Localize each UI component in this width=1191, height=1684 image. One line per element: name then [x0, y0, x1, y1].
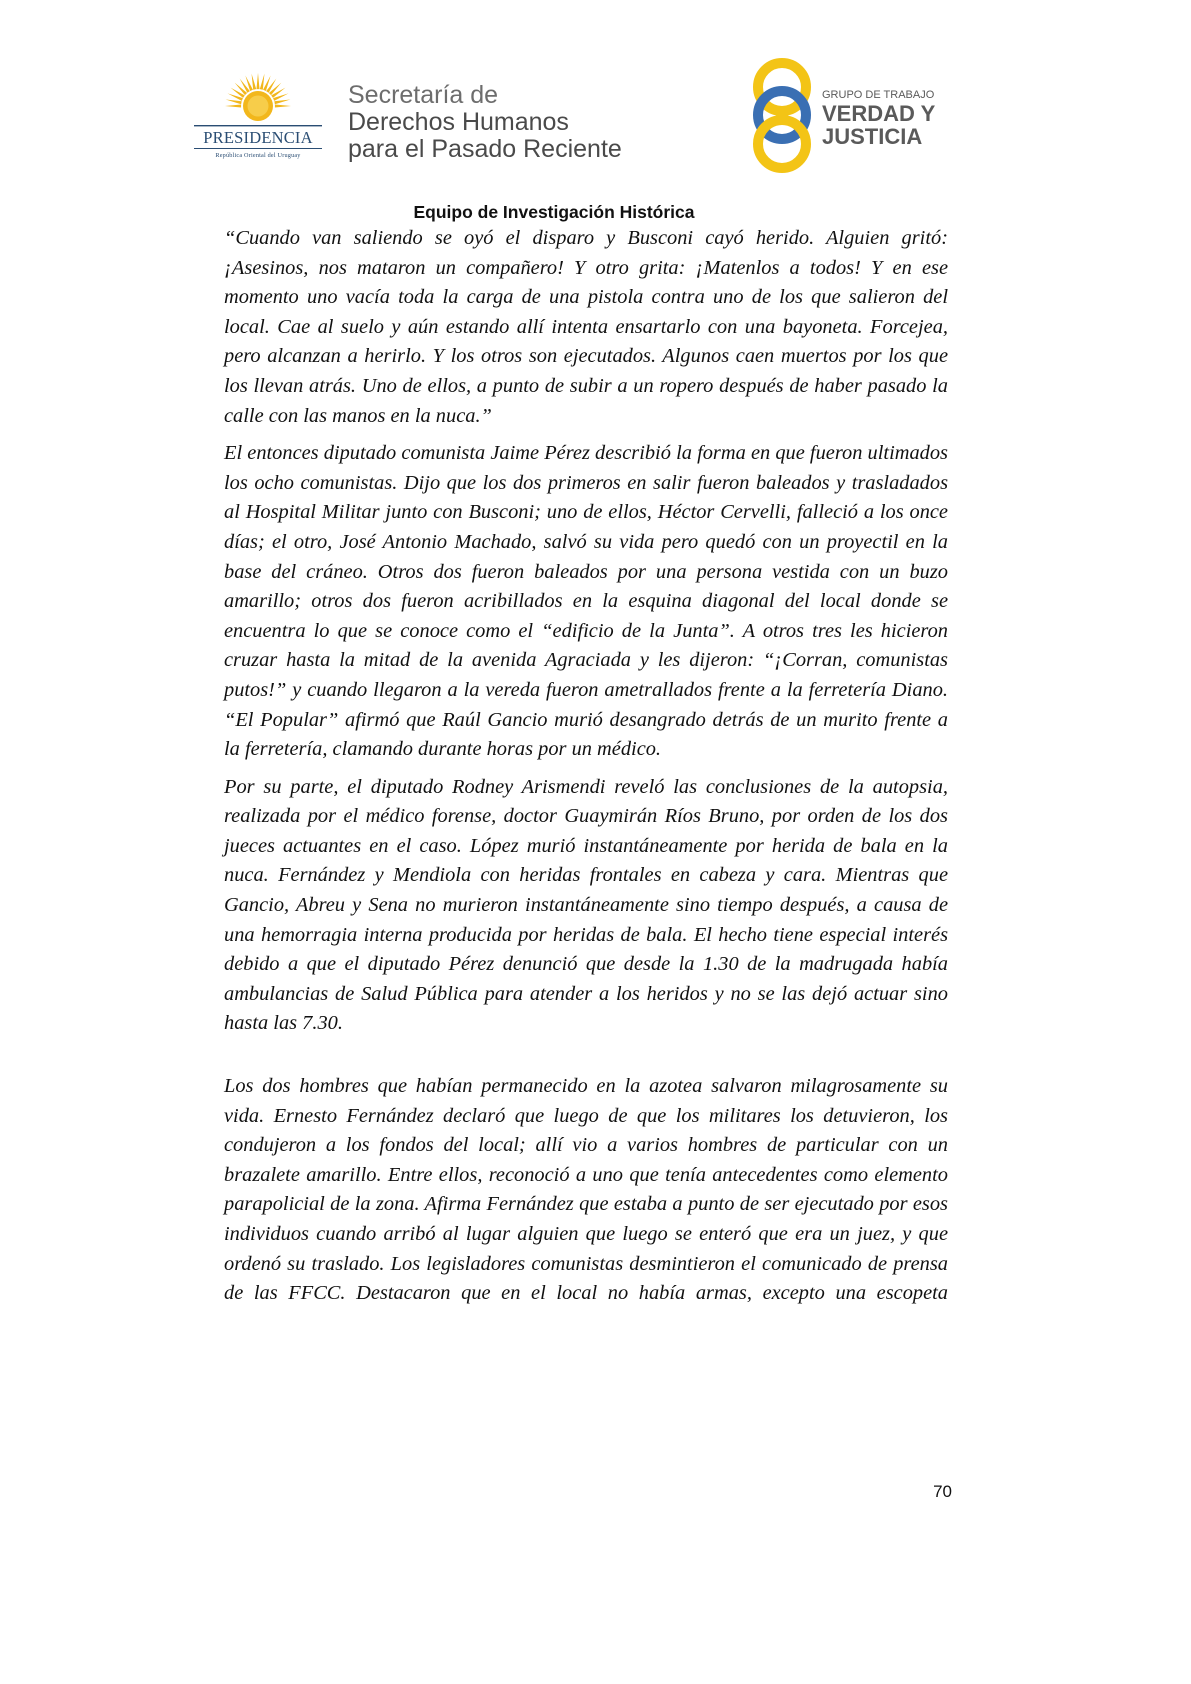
document-subtitle: Equipo de Investigación Histórica [413, 202, 695, 222]
secretaria-line-3: para el Pasado Reciente [348, 135, 622, 163]
paragraph: “Cuando van saliendo se oyó el disparo y Busconi cayó herido. Alguien gritó: ¡Asesinos, nos mataron un compañero! Y otro grita: ¡Matenlos a todos! Y en ese momento uno vacía toda la carga de una pistola contra uno de los que salieron del local. Cae al suelo y aún estando allí intenta ensartarlo con una bayoneta. Forcejea, pero alcanzan a herirlo. Y los otros son ejecutados. Algunos caen muertos por los que los llevan atrás. Uno de ellos, a punto de subir a un ropero después de haber pasado la calle con las manos en la nuca.” [224, 227, 948, 427]
sun-ray [225, 104, 241, 107]
interlocking-rings-icon [752, 57, 818, 175]
paragraph: Por su parte, el diputado Rodney Arismendi reveló las conclusiones de la autopsia, realizada por el médico forense, doctor Guaymirán Ríos Bruno, por orden de los dos jueces actuantes en el caso. López murió instantáneamente por herida de bala en la nuca. Fernández y Mendiola con heridas frontales en cabeza y cara. Mientras que Gancio, Abreu y Sena no murieron instantáneamente sino tiempo después, a causa de una hemorragia interna producida por heridas de bala. El hecho tiene especial interés debido a que el diputado Pérez denunció que desde la 1.30 de la madrugada había ambulancias de Salud Pública para atender a los heridos y no se las dejó actuar sino hasta las 7.30. [224, 775, 948, 1035]
sun-ray [256, 73, 259, 89]
grupo-line-1: GRUPO DE TRABAJO [822, 89, 935, 101]
sun-ray [266, 79, 276, 93]
presidencia-divider [194, 148, 322, 149]
page-number: 70 [933, 1482, 952, 1501]
grupo-line-2: VERDAD Y [822, 101, 936, 126]
sun-ray [271, 88, 285, 98]
paragraph: El entonces diputado comunista Jaime Pérez describió la forma en que fueron ultimados los ocho comunistas. Dijo que los dos primeros en salir fueron baleados y trasladados al Hospital Militar junto con Busconi; uno de ellos, Héctor Cervelli, falleció a los once días; el otro, José Antonio Machado, salvó su vida pero quedó con un proyectil en la base del cráneo. Otros dos fueron baleados por una persona vestida con un buzo amarillo; otros dos fueron acribillados en la esquina diagonal del local donde se encuentra lo que se conoce como el “edificio de la Junta”. A otros tres les hicieron cruzar hasta la mitad de la avenida Agraciada y les dijeron: “¡Corran, comunistas putos!” y cuando llegaron a la vereda fueron ametrallados frente a la ferretería Diano. “El Popular” afirmó que Raúl Gancio murió desangrado detrás de un murito frente a la ferretería, clamando durante horas por un médico. [224, 442, 948, 761]
verdad-justicia-logo [752, 57, 947, 175]
grupo-line-3: JUSTICIA [822, 124, 923, 149]
sun-ray [252, 74, 257, 90]
sun-ray [226, 100, 242, 105]
sun-ray [231, 88, 245, 98]
presidencia-logo [188, 72, 328, 168]
presidencia-subtitle: República Oriental del Uruguay [215, 152, 301, 159]
document-body [224, 224, 948, 1309]
paragraph: Los dos hombres que habían permanecido en la azotea salvaron milagrosamente su vida. Ernesto Fernández declaró que luego de que los militares los detuvieron, los condujeron a los fondos del local; allí vio a varios hombres de particular con un brazalete amarillo. Entre ellos, reconoció a uno que tenía antecedentes como elemento parapolicial de la zona. Afirma Fernández que estaba a punto de ser ejecutado por esos individuos cuando arribó al lugar alguien que luego se enteró que era un juez, y que ordenó su traslado. Los legisladores comunistas desmintieron el comunicado de prensa de las FFCC. Destacaron que en el local no había armas, excepto una escopeta [224, 1075, 948, 1305]
secretaria-line-1: Secretaría de [348, 81, 499, 109]
sun-ray [240, 79, 250, 93]
sun-ray [260, 74, 265, 90]
sun-ray [275, 104, 291, 107]
secretaria-line-2: Derechos Humanos [348, 108, 569, 136]
secretaria-logo [348, 82, 622, 163]
sun-emblem-icon [188, 72, 328, 132]
presidencia-name: PRESIDENCIA [203, 128, 313, 147]
sun-ray [274, 100, 290, 105]
